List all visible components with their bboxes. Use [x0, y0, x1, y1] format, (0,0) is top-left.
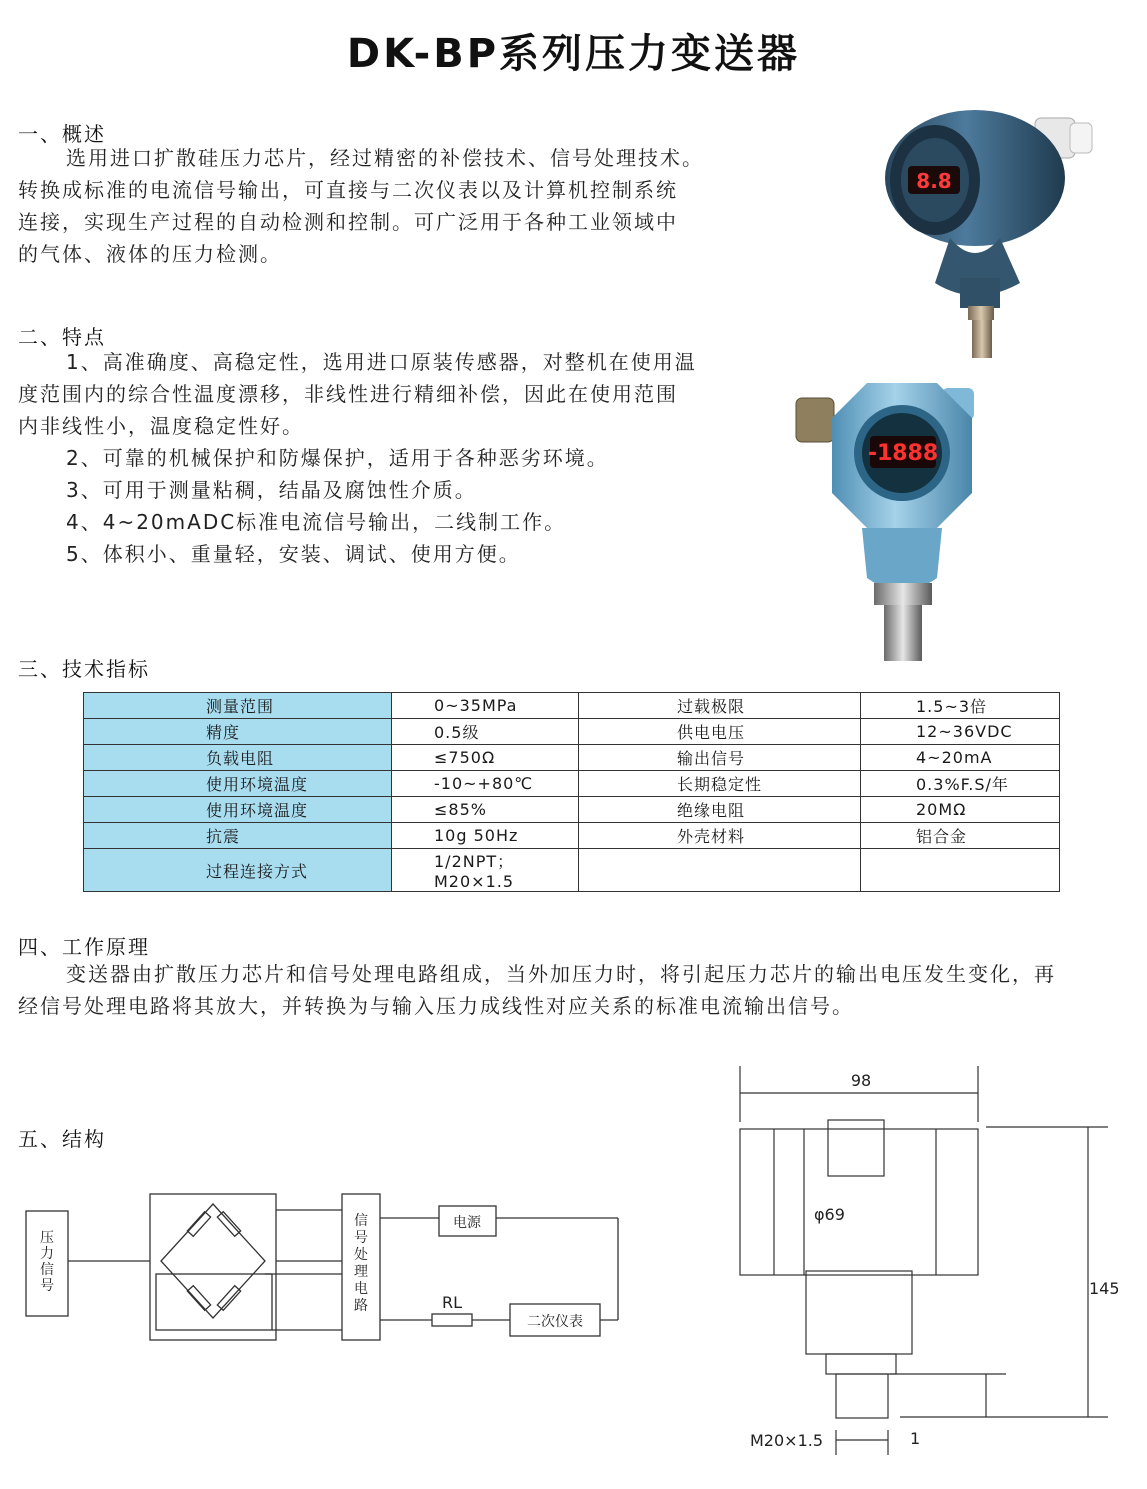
spec-row: [84, 719, 1060, 745]
dimension-drawing: [730, 1060, 1140, 1470]
spec-label-2: 输出信号: [579, 745, 861, 771]
page-title: DK-BP系列压力变送器: [346, 31, 801, 77]
principle-text: [18, 958, 1138, 1022]
spec-label: 测量范围: [84, 693, 392, 719]
features-text: [18, 346, 738, 570]
photo1-display: 8.8: [916, 169, 952, 193]
processor-label-char: 号: [354, 1230, 368, 1246]
spec-label-2: [579, 849, 861, 892]
spec-label-2: 供电电压: [579, 719, 861, 745]
feature-line: 2、可靠的机械保护和防爆保护，适用于各种恶劣环境。: [66, 446, 609, 470]
product-photo-dark: [880, 108, 1100, 360]
pressure-label-char: 信: [40, 1262, 54, 1278]
rl-label: RL: [441, 1293, 463, 1312]
dim-width: 98: [850, 1071, 872, 1090]
principle-line: 经信号处理电路将其放大，并转换为与输入压力成线性对应关系的标准电流输出信号。: [18, 994, 854, 1018]
spec-value: -10~+80℃: [392, 771, 579, 797]
spec-label-2: 外壳材料: [579, 823, 861, 849]
spec-table: [83, 692, 1060, 892]
rl-resistor: [432, 1314, 472, 1326]
pressure-label-char: 压: [40, 1230, 54, 1246]
feature-line: 内非线性小，温度稳定性好。: [18, 414, 304, 438]
section-heading-principle: 四、工作原理: [18, 935, 150, 959]
circuit-diagram: [20, 1190, 640, 1350]
spec-value-2: 4~20mA: [861, 745, 1060, 771]
spec-label-2: 绝缘电阻: [579, 797, 861, 823]
overview-text: [18, 142, 738, 270]
spec-label-2: 长期稳定性: [579, 771, 861, 797]
instrument-label: 二次仪表: [527, 1314, 583, 1330]
spec-label: 负载电阻: [84, 745, 392, 771]
spec-row: [84, 849, 1060, 892]
feature-line: 3、可用于测量粘稠，结晶及腐蚀性介质。: [66, 478, 477, 502]
spec-row: [84, 823, 1060, 849]
spec-value: ≤85%: [392, 797, 579, 823]
dim-thread: M20×1.5: [750, 1431, 824, 1450]
section-heading-overview: 一、概述: [18, 122, 106, 146]
spec-value-2: 0.3%F.S/年: [861, 771, 1060, 797]
cable-gland-icon: [796, 398, 834, 442]
photo2-display: -1888: [867, 441, 939, 466]
spec-value-2: [861, 849, 1060, 892]
processor-label-char: 路: [354, 1298, 368, 1314]
spec-row: [84, 771, 1060, 797]
spec-label-2: 过载极限: [579, 693, 861, 719]
pressure-label-char: 力: [40, 1246, 54, 1262]
processor-label-char: 处: [354, 1247, 368, 1263]
spec-value-2: 12~36VDC: [861, 719, 1060, 745]
housing-outline: [740, 1129, 978, 1275]
product-photo-light: [792, 378, 987, 663]
feature-line: 1、高准确度、高稳定性，选用进口原装传感器，对整机在使用温: [66, 350, 697, 374]
spec-row: [84, 745, 1060, 771]
spec-value-2: 20MΩ: [861, 797, 1060, 823]
spec-label: 使用环境温度: [84, 797, 392, 823]
spec-value: 1/2NPT；M20×1.5: [392, 849, 579, 892]
dim-gap: 1: [910, 1429, 921, 1448]
feature-line: 5、体积小、重量轻，安装、调试、使用方便。: [66, 542, 521, 566]
dim-height: 145: [1089, 1279, 1120, 1298]
spec-label: 过程连接方式: [84, 849, 392, 892]
overview-line: 转换成标准的电流信号输出，可直接与二次仪表以及计算机控制系统: [18, 178, 678, 202]
overview-line: 选用进口扩散硅压力芯片，经过精密的补偿技术、信号处理技术。: [66, 146, 704, 170]
principle-line: 变送器由扩散压力芯片和信号处理电路组成，当外加压力时，将引起压力芯片的输出电压发生变化，再: [66, 962, 1056, 986]
section-heading-structure: 五、结构: [18, 1127, 106, 1151]
feature-line: 4、4~20mADC标准电流信号输出，二线制工作。: [66, 510, 567, 534]
processor-label-char: 理: [354, 1264, 368, 1280]
section-heading-specs: 三、技术指标: [18, 657, 150, 681]
spec-row: [84, 693, 1060, 719]
spec-label: 使用环境温度: [84, 771, 392, 797]
overview-line: 的气体、液体的压力检测。: [18, 242, 282, 266]
power-label: 电源: [453, 1215, 481, 1231]
neck-outline: [806, 1271, 912, 1354]
spec-label: 精度: [84, 719, 392, 745]
dim-diameter: φ69: [814, 1205, 845, 1224]
spec-value: 0.5级: [392, 719, 579, 745]
thread-outline: [836, 1374, 888, 1418]
spec-value-2: 1.5~3倍: [861, 693, 1060, 719]
feature-line: 度范围内的综合性温度漂移，非线性进行精细补偿，因此在使用范围: [18, 382, 678, 406]
spec-value-2: 铝合金: [861, 823, 1060, 849]
overview-line: 连接，实现生产过程的自动检测和控制。可广泛用于各种工业领域中: [18, 210, 678, 234]
section-heading-features: 二、特点: [18, 325, 106, 349]
pressure-label-char: 号: [40, 1278, 54, 1294]
spec-row: [84, 797, 1060, 823]
spec-value: 0~35MPa: [392, 693, 579, 719]
spec-value: ≤750Ω: [392, 745, 579, 771]
spec-value: 10g 50Hz: [392, 823, 579, 849]
spec-label: 抗震: [84, 823, 392, 849]
processor-label-char: 电: [354, 1281, 368, 1297]
processor-label-char: 信: [354, 1213, 368, 1229]
wheatstone-bridge: [161, 1204, 265, 1318]
